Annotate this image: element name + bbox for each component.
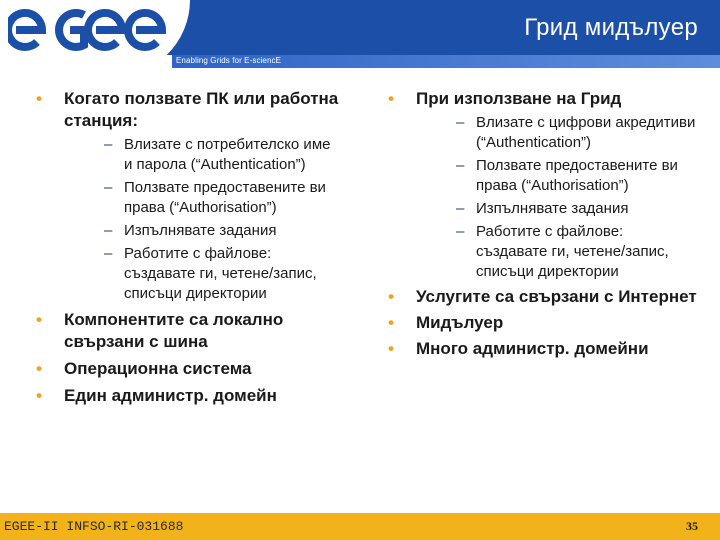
right-sub-item (416, 156, 702, 196)
right-bullet-item (384, 312, 702, 334)
right-bullet-text: Много администр. домейни (416, 339, 649, 358)
left-bullet-text: Операционна система (64, 359, 252, 378)
slide-title: Грид мидълуер (524, 14, 698, 41)
bullet-icon: • (36, 359, 42, 378)
bullet-icon: • (388, 287, 394, 306)
bullet-icon: • (388, 89, 394, 108)
right-column (384, 88, 702, 364)
dash-icon: – (104, 136, 113, 153)
right-bullet-list (384, 88, 702, 360)
right-bullet-text: При използване на Грид (416, 89, 622, 108)
left-bullet-list (32, 88, 342, 407)
left-bullet-text: Компонентите са локално свързани с шина (64, 310, 284, 351)
right-sub-text: Работите с файлове: създавате ги, четене/запис, списъци директории (476, 223, 669, 280)
left-bullet-item (32, 88, 342, 304)
bullet-icon: • (36, 386, 42, 405)
dash-icon: – (104, 179, 113, 196)
dash-icon: – (104, 222, 113, 239)
left-bullet-text: Един администр. домейн (64, 386, 277, 405)
slide-header (0, 0, 720, 78)
right-sub-text: Влизате с цифрови акредитиви (“Authentication”) (476, 114, 696, 151)
dash-icon: – (456, 223, 465, 240)
right-sub-item (416, 113, 702, 153)
dash-icon: – (456, 200, 465, 217)
left-sub-item (64, 178, 342, 218)
right-sub-item (416, 199, 702, 219)
page-number: 35 (686, 519, 698, 533)
egee-logo-icon (8, 5, 178, 55)
dash-icon: – (456, 157, 465, 174)
right-bullet-item (384, 88, 702, 282)
left-sub-text: Ползвате предоставените ви права (“Authorisation”) (124, 179, 326, 216)
left-bullet-item (32, 385, 342, 407)
left-sub-text: Влизате с потребителско име и парола (“Authentication”) (124, 136, 331, 173)
left-sub-text: Работите с файлове: създавате ги, четене/запис, списъци директории (124, 245, 317, 302)
right-sub-text: Изпълнявате задания (476, 200, 629, 217)
right-bullet-item (384, 286, 702, 308)
header-tagline: Enabling Grids for E-sciencE (176, 56, 282, 65)
right-sub-text: Ползвате предоставените ви права (“Authorisation”) (476, 157, 678, 194)
egee-logo (8, 5, 178, 55)
left-bullet-item (32, 309, 342, 353)
left-column (32, 88, 342, 412)
left-bullet-item (32, 358, 342, 380)
left-bullet-text: Когато ползвате ПК или работна станция: (64, 89, 339, 130)
bullet-icon: • (388, 339, 394, 358)
dash-icon: – (456, 114, 465, 131)
left-sub-text: Изпълнявате задания (124, 222, 277, 239)
right-bullet-text: Услугите са свързани с Интернет (416, 287, 697, 306)
right-sub-list (416, 113, 702, 282)
bullet-icon: • (36, 310, 42, 329)
left-sub-item (64, 221, 342, 241)
left-sub-list (64, 135, 342, 304)
bullet-icon: • (388, 313, 394, 332)
footer-project-id: EGEE-II INFSO-RI-031688 (4, 519, 184, 534)
right-bullet-text: Мидълуер (416, 313, 504, 332)
right-bullet-item (384, 338, 702, 360)
slide-footer (0, 513, 720, 540)
right-sub-item (416, 222, 702, 282)
dash-icon: – (104, 245, 113, 262)
bullet-icon: • (36, 89, 42, 108)
left-sub-item (64, 244, 342, 304)
left-sub-item (64, 135, 342, 175)
